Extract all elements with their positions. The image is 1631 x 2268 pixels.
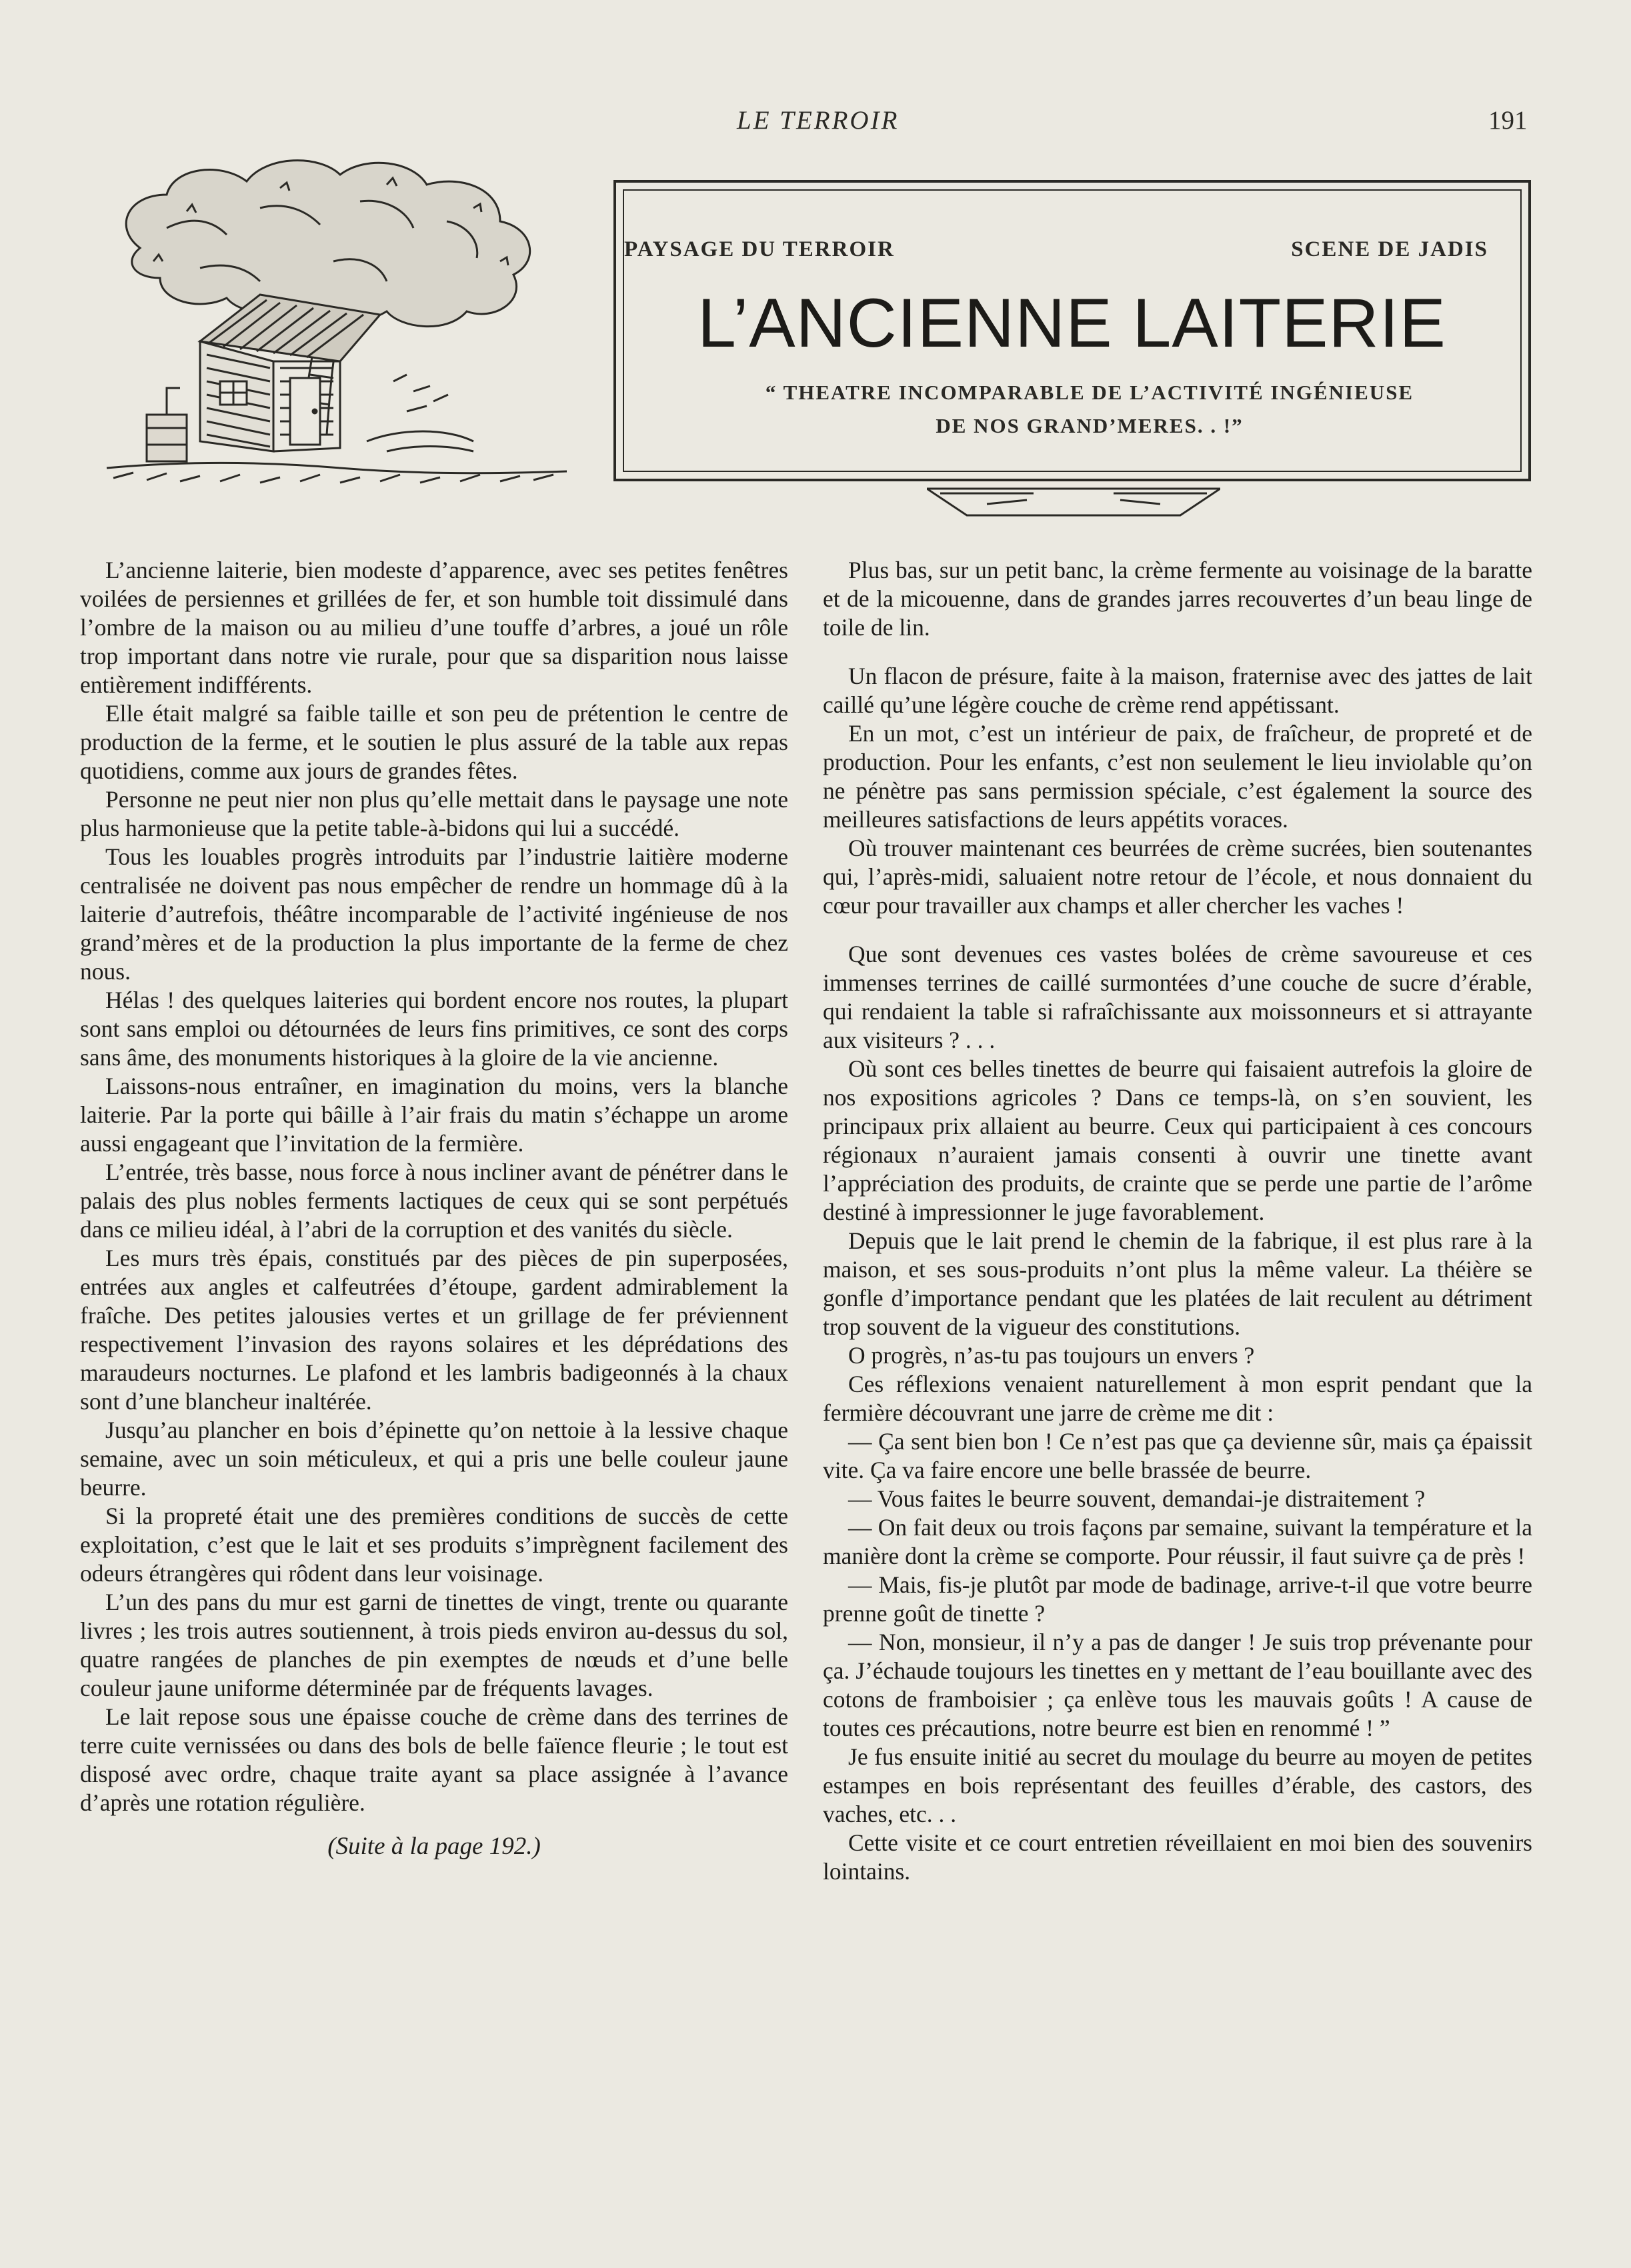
- article-column-right: [823, 556, 1532, 1886]
- paragraph: Ces réflexions venaient naturellement à mon esprit pendant que la fermière découvrant une jarre de crème me dit :: [823, 1371, 1532, 1426]
- paragraph: Où sont ces belles tinettes de beurre qui faisaient autrefois la gloire de nos expositions agricoles ? Dans ce temps-là, on s’en souvient, les principaux prix allaient au beurre. Ceux qui participaient à ces concours régionaux n’auraient jamais consenti à ouvrir une tinette avant l’appréciation des produits, de crainte que se perde une partie de l’arôme destiné à impressionner le juge favorablement.: [823, 1055, 1532, 1225]
- paragraph: Laissons-nous entraîner, en imagination du moins, vers la blanche laiterie. Par la porte qui bâille à l’air frais du matin s’échappe un arome aussi engageant que l’invitation de la fermière.: [80, 1073, 788, 1157]
- paragraph: Plus bas, sur un petit banc, la crème fermente au voisinage de la baratte et de la micouenne, dans de grandes jarres recouvertes d’un beau linge de toile de lin.: [823, 557, 1532, 641]
- paragraph: Depuis que le lait prend le chemin de la fabrique, il est plus rare à la maison, et ses sous-produits n’ont plus la même valeur. La théière se gonfle d’importance pendant que les platées de lait reculent au détriment trop souvent de la vigueur des constitutions.: [823, 1227, 1532, 1340]
- paragraph: Que sont devenues ces vastes bolées de crème savoureuse et ces immenses terrines de caillé surmontées d’une couche de sucre d’érable, qui rendaient la table si rafraîchissante aux moissonneurs et si attrayante aux visiteurs ? . . .: [823, 941, 1532, 1053]
- paragraph: Je fus ensuite initié au secret du moulage du beurre au moyen de petites estampes en bois représentant des feuilles d’érable, des castors, des vaches, etc. . .: [823, 1743, 1532, 1827]
- running-head: [0, 105, 1631, 139]
- paragraph: Cette visite et ce court entretien réveillaient en moi bien des souvenirs lointains.: [823, 1829, 1532, 1885]
- rubric-right: SCENE DE JADIS: [1291, 237, 1488, 261]
- magazine-title: LE TERROIR: [737, 106, 900, 135]
- continuation-note: (Suite à la page 192.): [327, 1833, 541, 1860]
- dairy-house-illustration: [100, 148, 607, 508]
- article-subtitle-line-2: DE NOS GRAND’MERES. . !”: [936, 414, 1244, 437]
- paragraph: Un flacon de présure, faite à la maison, fraternise avec des jattes de lait caillé qu’une légère couche de crème rend appétissant.: [823, 663, 1532, 718]
- page-number: 191: [1488, 106, 1528, 135]
- paragraph: L’entrée, très basse, nous force à nous incliner avant de pénétrer dans le palais des plus nobles ferments lactiques de ceux qui se sont perpétués dans ce milieu idéal, à l’abri de la corruption et des vanités du siècle.: [80, 1159, 788, 1243]
- title-frame: [613, 180, 1531, 481]
- paragraph: Personne ne peut nier non plus qu’elle mettait dans le paysage une note plus harmonieuse que la petite table-à-bidons qui lui a succédé.: [80, 786, 788, 841]
- article-headline: L’ANCIENNE LAITERIE: [697, 285, 1446, 362]
- paragraph: Elle était malgré sa faible taille et son peu de prétention le centre de production de la ferme, et le soutien le plus assuré de la table aux repas quotidiens, comme aux jours de grandes fêtes.: [80, 700, 788, 784]
- dialogue-paragraph: — Vous faites le beurre souvent, demandai-je distraitement ?: [848, 1485, 1426, 1512]
- paragraph: Où trouver maintenant ces beurrées de crème sucrées, bien soutenantes qui, l’après-midi, saluaient notre retour de l’école, et nous donnaient du cœur pour travailler aux champs et aller chercher les vaches !: [823, 835, 1532, 919]
- paragraph: Le lait repose sous une épaisse couche de crème dans des terrines de terre cuite vernissées ou dans des bols de belle faïence fleurie ; le tout est disposé avec ordre, chaque traite ayant sa place assignée à l’avance d’après une rotation régulière.: [80, 1703, 788, 1816]
- paragraph: Les murs très épais, constitués par des pièces de pin superposées, entrées aux angles et calfeutrées d’étoupe, gardent admirablement la fraîche. Des petites jalousies vertes et un grillage de fer préviennent respectivement l’invasion des rayons solaires et les déprédations des maraudeurs nocturnes. Le plafond et les lambris badigeonnés à la chaux sont d’une blancheur inaltérée.: [80, 1245, 788, 1415]
- article-column-left: [80, 556, 788, 1861]
- paragraph: Jusqu’au plancher en bois d’épinette qu’on nettoie à la lessive chaque semaine, avec un soin méticuleux, et qui a pris une belle couleur jaune beurre.: [80, 1417, 788, 1501]
- paragraph: L’ancienne laiterie, bien modeste d’apparence, avec ses petites fenêtres voilées de persiennes et grillées de fer, et son humble toit dissimulé dans l’ombre de la maison ou au milieu d’une touffe d’arbres, a joué un rôle trop important dans notre vie rurale, pour que sa disparition nous laisse entièrement indifférents.: [80, 557, 788, 698]
- dialogue-paragraph: — On fait deux ou trois façons par semaine, suivant la température et la manière dont la crème se comporte. Pour réussir, il faut suivre ça de près !: [823, 1514, 1532, 1569]
- paragraph: Tous les louables progrès introduits par l’industrie laitière moderne centralisée ne doivent pas nous empêcher de rendre un hommage dû à la laiterie d’autrefois, théâtre incomparable de l’activité ingénieuse de nos grand’mères et de la production la plus importante de la ferme de chez nous.: [80, 843, 788, 985]
- dialogue-paragraph: — Mais, fis-je plutôt par mode de badinage, arrive-t-il que votre beurre prenne goût de tinette ?: [823, 1571, 1532, 1627]
- paragraph: Si la propreté était une des premières conditions de succès de cette exploitation, c’est que le lait et ses produits s’imprègnent facilement des odeurs étrangères qui rôdent dans leur voisinage.: [80, 1503, 788, 1587]
- paragraph: En un mot, c’est un intérieur de paix, de fraîcheur, de propreté et de production. Pour les enfants, c’est non seulement le lieu inviolable qu’on ne pénètre pas sans permission spéciale, c’est également la source des meilleures satisfactions de leurs appétits voraces.: [823, 720, 1532, 833]
- paragraph: L’un des pans du mur est garni de tinettes de vingt, trente ou quarante livres ; les trois autres soutiennent, à trois pieds environ au-dessus du sol, quatre rangées de planches de pin exemptes de nœuds et d’une belle couleur jaune uniforme déterminée par de fréquents lavages.: [80, 1589, 788, 1701]
- decorative-ornament: [927, 485, 1220, 525]
- article-subtitle-line-1: “ THEATRE INCOMPARABLE DE L’ACTIVITÉ INGÉNIEUSE: [765, 381, 1414, 404]
- paragraph: Hélas ! des quelques laiteries qui bordent encore nos routes, la plupart sont sans emploi ou détournées de leurs fins primitives, ce sont des corps sans âme, des monuments historiques à la gloire de la vie ancienne.: [80, 987, 788, 1071]
- rubric-left: PAYSAGE DU TERROIR: [624, 237, 895, 261]
- dialogue-paragraph: — Ça sent bien bon ! Ce n’est pas que ça devienne sûr, mais ça épaissit vite. Ça va faire encore une belle brassée de beurre.: [823, 1428, 1532, 1483]
- paragraph: O progrès, n’as-tu pas toujours un envers ?: [848, 1342, 1255, 1369]
- dialogue-paragraph: — Non, monsieur, il n’y a pas de danger ! Je suis trop prévenante pour ça. J’échaude toujours les tinettes en y mettant de l’eau bouillante avec des cotons de framboisier ; ça enlève tous les mauvais goûts ! A cause de toutes ces précautions, notre beurre est bien en renommé ! ”: [823, 1629, 1532, 1741]
- title-frame-inner-border: [623, 189, 1522, 472]
